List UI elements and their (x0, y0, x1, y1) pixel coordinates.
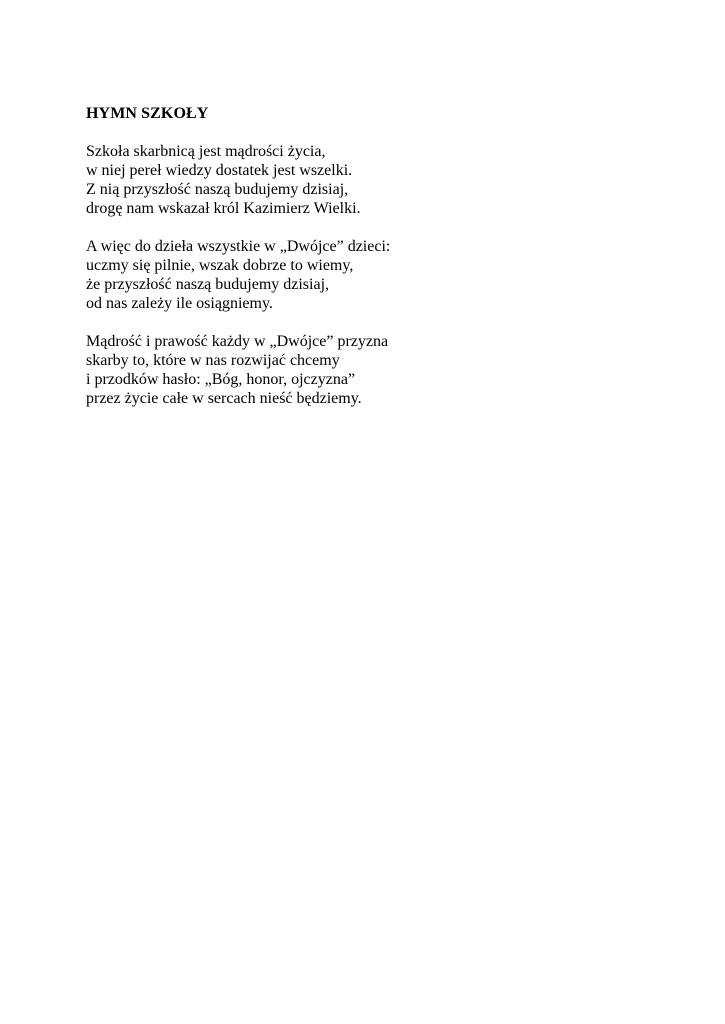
poem-line: Z nią przyszłość naszą budujemy dzisiaj, (86, 181, 349, 198)
page-title: HYMN SZKOŁY (86, 105, 209, 122)
poem-body (86, 104, 646, 427)
poem-line: Mądrość i prawość każdy w „Dwójce” przyzna (86, 333, 389, 350)
poem-line: od nas zależy ile osiągniemy. (86, 295, 273, 312)
poem-line: skarby to, które w nas rozwijać chcemy (86, 352, 340, 369)
poem-line: że przyszłość naszą budujemy dzisiaj, (86, 276, 330, 293)
poem-line: w niej pereł wiedzy dostatek jest wszelki. (86, 162, 353, 179)
poem-line: i przodków hasło: „Bóg, honor, ojczyzna” (86, 371, 356, 388)
poem-line: przez życie całe w sercach nieść będziemy. (86, 390, 362, 407)
poem-line: Szkoła skarbnicą jest mądrości życia, (86, 143, 326, 160)
stanza-3 (86, 332, 646, 408)
poem-line: uczmy się pilnie, wszak dobrze to wiemy, (86, 257, 354, 274)
stanza-2 (86, 237, 646, 313)
poem-line: drogę nam wskazał król Kazimierz Wielki. (86, 200, 361, 217)
poem-line: A więc do dzieła wszystkie w „Dwójce” dzieci: (86, 238, 391, 255)
stanza-1 (86, 142, 646, 218)
